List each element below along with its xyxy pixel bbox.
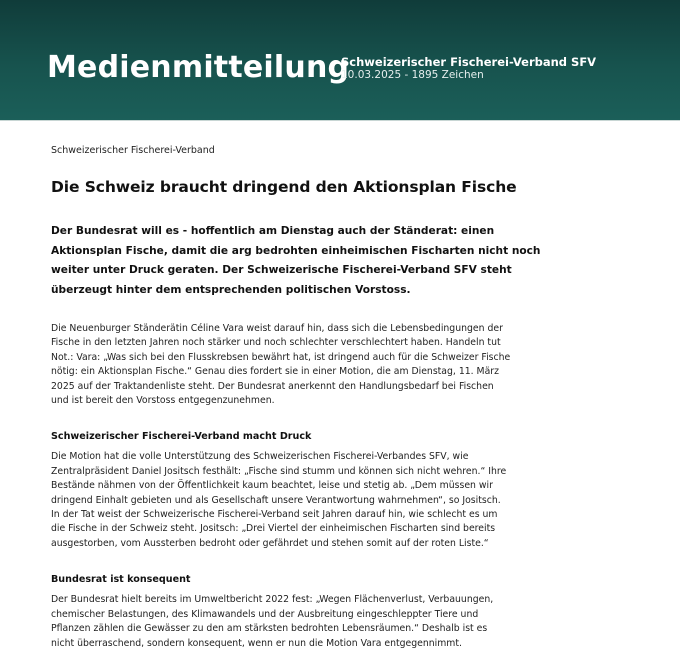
page-title: Medienmitteilung (47, 50, 350, 85)
section-heading-bundesrat: Bundesrat ist konsequent (51, 574, 191, 586)
article-headline: Die Schweiz braucht dringend den Aktionsplan Fische (51, 178, 517, 196)
header-organization: Schweizerischer Fischerei-Verband SFV (341, 55, 597, 69)
paragraph-line: Die Motion hat die volle Unterstützung des Schweizerischen Fischerei-Verbandes SFV, wie (51, 451, 469, 463)
lead-line: überzeugt hinter dem entsprechenden politischen Vorstoss. (51, 283, 411, 296)
article-body (51, 121, 541, 651)
header-banner (0, 0, 680, 121)
paragraph-line: dringend Einhalt gebieten und als Gesellschaft unsere Verantwortung wahrnehmen“, so Jositsch. (51, 494, 501, 506)
paragraph-line: und ist bereit den Vorstoss entgegenzunehmen. (51, 395, 275, 407)
paragraph-line: Bestände nähmen von der Öffentlichkeit kaum beachtet, leise und stetig ab. „Dem müssen wir (51, 480, 493, 492)
lead-line: Aktionsplan Fische, damit die arg bedrohten einheimischen Fischarten nicht noch (51, 244, 541, 257)
paragraph-line: Pflanzen zählen die Gewässer zu den am stärksten bedrohten Lebensräumen.“ Deshalb ist es (51, 623, 488, 635)
paragraph-line: 2025 auf der Traktandenliste steht. Der Bundesrat anerkennt den Handlungsbedarf bei Fischen (51, 380, 494, 392)
paragraph-line: Der Bundesrat hielt bereits im Umweltbericht 2022 fest: „Wegen Flächenverlust, Verbauungen, (51, 594, 494, 606)
lead-line: weiter unter Druck geraten. Der Schweizerische Fischerei-Verband SFV steht (51, 264, 512, 276)
paragraph-line: nicht überraschend, sondern konsequent, wenn er nun die Motion Vara entgegennimmt. (51, 637, 462, 649)
paragraph-line: Die Neuenburger Ständerätin Céline Vara weist darauf hin, dass sich die Lebensbedingungen der (51, 323, 503, 334)
paragraph-line: ausgestorben, vom Aussterben bedroht oder gefährdet und stehen somit auf der roten Liste.“ (51, 537, 489, 549)
paragraph-line: Not.: Vara: „Was sich bei den Flusskrebsen bewährt hat, ist dringend auch für die Schweizer Fische (51, 351, 511, 363)
paragraph-line: Fische in den letzten Jahren noch stärker und noch schlechter verschlechtert haben. Handeln tut (51, 337, 501, 349)
lead-line: Der Bundesrat will es - hoffentlich am Dienstag auch der Ständerat: einen (51, 225, 495, 237)
paragraph-line: die Fische in der Schweiz steht. Jositsch: „Drei Viertel der einheimischen Fischarten sind bereits (51, 523, 496, 535)
paragraph-1 (51, 322, 521, 408)
paragraph-2 (51, 450, 521, 551)
paragraph-3 (51, 593, 521, 651)
article-lead (51, 222, 541, 300)
article-kicker: Schweizerischer Fischerei-Verband (51, 145, 215, 156)
header-meta: 10.03.2025 - 1895 Zeichen (341, 69, 484, 81)
paragraph-line: chemischer Belastungen, des Klimawandels und der Ausbreitung eingeschleppter Tiere und (51, 608, 479, 620)
paragraph-line: In der Tat weist der Schweizerische Fischerei-Verband seit Jahren darauf hin, wie schlecht es um (51, 509, 498, 521)
paragraph-line: nötig: ein Aktionsplan Fische.“ Genau dies fordert sie in einer Motion, die am Dienstag, 11. März (51, 366, 499, 378)
paragraph-line: Zentralpräsident Daniel Jositsch festhält: „Fische sind stumm und können sich nicht wehren.“ Ihre (51, 465, 507, 477)
section-heading-verband: Schweizerischer Fischerei-Verband macht Druck (51, 431, 312, 443)
